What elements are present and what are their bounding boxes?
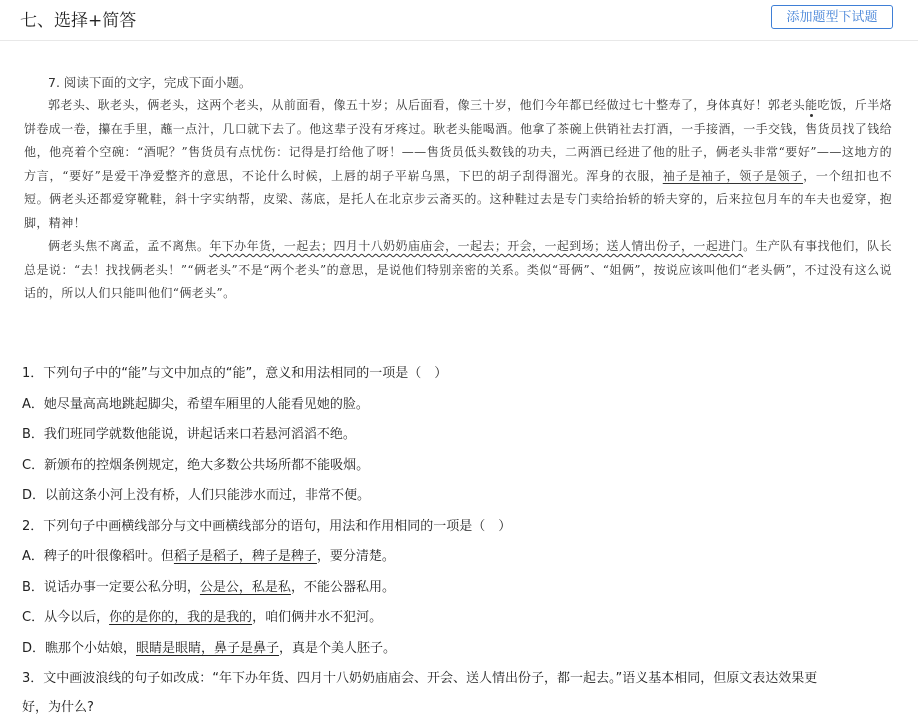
passage-paragraph-1	[24, 94, 892, 235]
q2-a-post: ，要分清楚。	[316, 549, 395, 564]
reading-passage	[24, 72, 892, 306]
wavy-underlined-sentence: 年下办年货，一起去；四月十八奶奶庙庙会，一起去；开会，一起到场；送人情出份子，一起进门	[209, 239, 744, 253]
q2-c-pre: C．从今以后，	[22, 610, 110, 625]
section-header	[0, 0, 918, 41]
q3-stem-line-2: 好，为什么?	[22, 700, 94, 715]
q2-option-c	[22, 603, 892, 634]
add-question-button[interactable]: 添加题型下试题	[771, 5, 893, 29]
q2-option-b	[22, 573, 892, 604]
p1-text-a: 郭老头、耿老头，俩老头，这两个老头，从前面看，像五十岁；从后面看，像三十岁，他们今年都已经做过七十整寿了，身体真好！郭老头	[48, 98, 806, 112]
q2-d-underlined: 眼睛是眼睛，鼻子是鼻子	[136, 640, 280, 656]
q2-option-a	[22, 542, 892, 573]
q1-option-c: C．新颁布的控烟条例规定，绝大多数公共场所都不能吸烟。	[22, 457, 370, 473]
q1-option-d: D．以前这条小河上没有桥，人们只能涉水而过，非常不便。	[22, 488, 371, 503]
q2-b-underlined: 公是公，私是私	[199, 579, 291, 595]
question-list	[22, 359, 892, 722]
p1-text-c: 吃饭，斤半烙饼卷成一卷，攥在手里，蘸一点汁，几口就下去了。他这辈子没有牙疼过。耿老头能喝酒。他拿了茶碗上供销社去打酒，一手接酒，一手交钱，售货员找了钱给他，他亮着个空碗：“酒呢？”售货员有点忧伤：记得是打给他了呀！——售货员低头数钱的功夫，二两酒已经进了他的肚子，俩老头非常“要好”——这地方的方言，“要好”是爱干净爱整齐的意思，不论什么时候，上唇的胡子平崭乌黑，下巴的胡子刮得溜光。浑身的衣服，	[24, 98, 893, 183]
q2-c-underlined: 你的是你的，我的是我的	[109, 610, 253, 625]
q1-option-b: B．我们班同学就数他能说，讲起话来口若悬河滔滔不绝。	[22, 427, 356, 442]
underlined-phrase: 袖子是袖子，领子是领子	[662, 168, 804, 183]
q2-a-underlined: 稻子是稻子，稗子是稗子	[173, 549, 317, 564]
q2-a-pre: A．稗子的叶很像稻叶。但	[22, 549, 174, 564]
section-title: 七、选择+简答	[20, 11, 137, 31]
q2-c-post: ，咱们俩井水不犯河。	[252, 610, 383, 625]
p2-text-c: 。生产队有事找他们，队长总是说：“去！找找俩老头！”“俩老头”不是“两个老头”的意思，是说他们特别亲密的关系。类似“哥俩”、“姐俩”，按说应该叫他们“老头俩”，不过没有这么说话的，所以人们只能叫他们“俩老头”。	[24, 239, 892, 300]
dotted-char: 能	[805, 98, 818, 112]
q2-d-post: ，真是个美人胚子。	[279, 640, 397, 656]
q3-stem-line-1: 3．文中画波浪线的句子如改成：“年下办年货、四月十八奶奶庙庙会、开会、送人情出份子，都一起去。”语义基本相同，但原文表达效果更	[22, 671, 818, 686]
q1-option-a: A．她尽量高高地跳起脚尖，希望车厢里的人能看见她的脸。	[22, 396, 369, 412]
q3-block	[22, 664, 892, 722]
passage-paragraph-2	[24, 235, 892, 306]
q2-d-pre: D．瞧那个小姑娘，	[22, 640, 137, 656]
passage-intro: 7. 阅读下面的文字，完成下面小题。	[48, 75, 252, 90]
p2-text-a: 俩老头焦不离孟，孟不离焦。	[48, 239, 210, 253]
p1-text-e: ，一个纽扣也不短。俩老头还都爱穿靴鞋，斜十字实纳帮，皮梁、荡底，是托人在北京步云斋买的。这种鞋过去是专门卖给抬轿的轿夫穿的，后来拉包月车的车夫也爱穿，抱脚，精神！	[24, 168, 892, 230]
q2-b-pre: B．说话办事一定要公私分明，	[22, 579, 200, 595]
q2-option-d	[22, 634, 892, 665]
q2-stem: 2．下列句子中画横线部分与文中画横线部分的语句，用法和作用相同的一项是（ ）	[22, 518, 512, 534]
q2-b-post: ，不能公器私用。	[290, 579, 395, 595]
q1-stem: 1．下列句子中的“能”与文中加点的“能”，意义和用法相同的一项是（ ）	[22, 366, 448, 381]
